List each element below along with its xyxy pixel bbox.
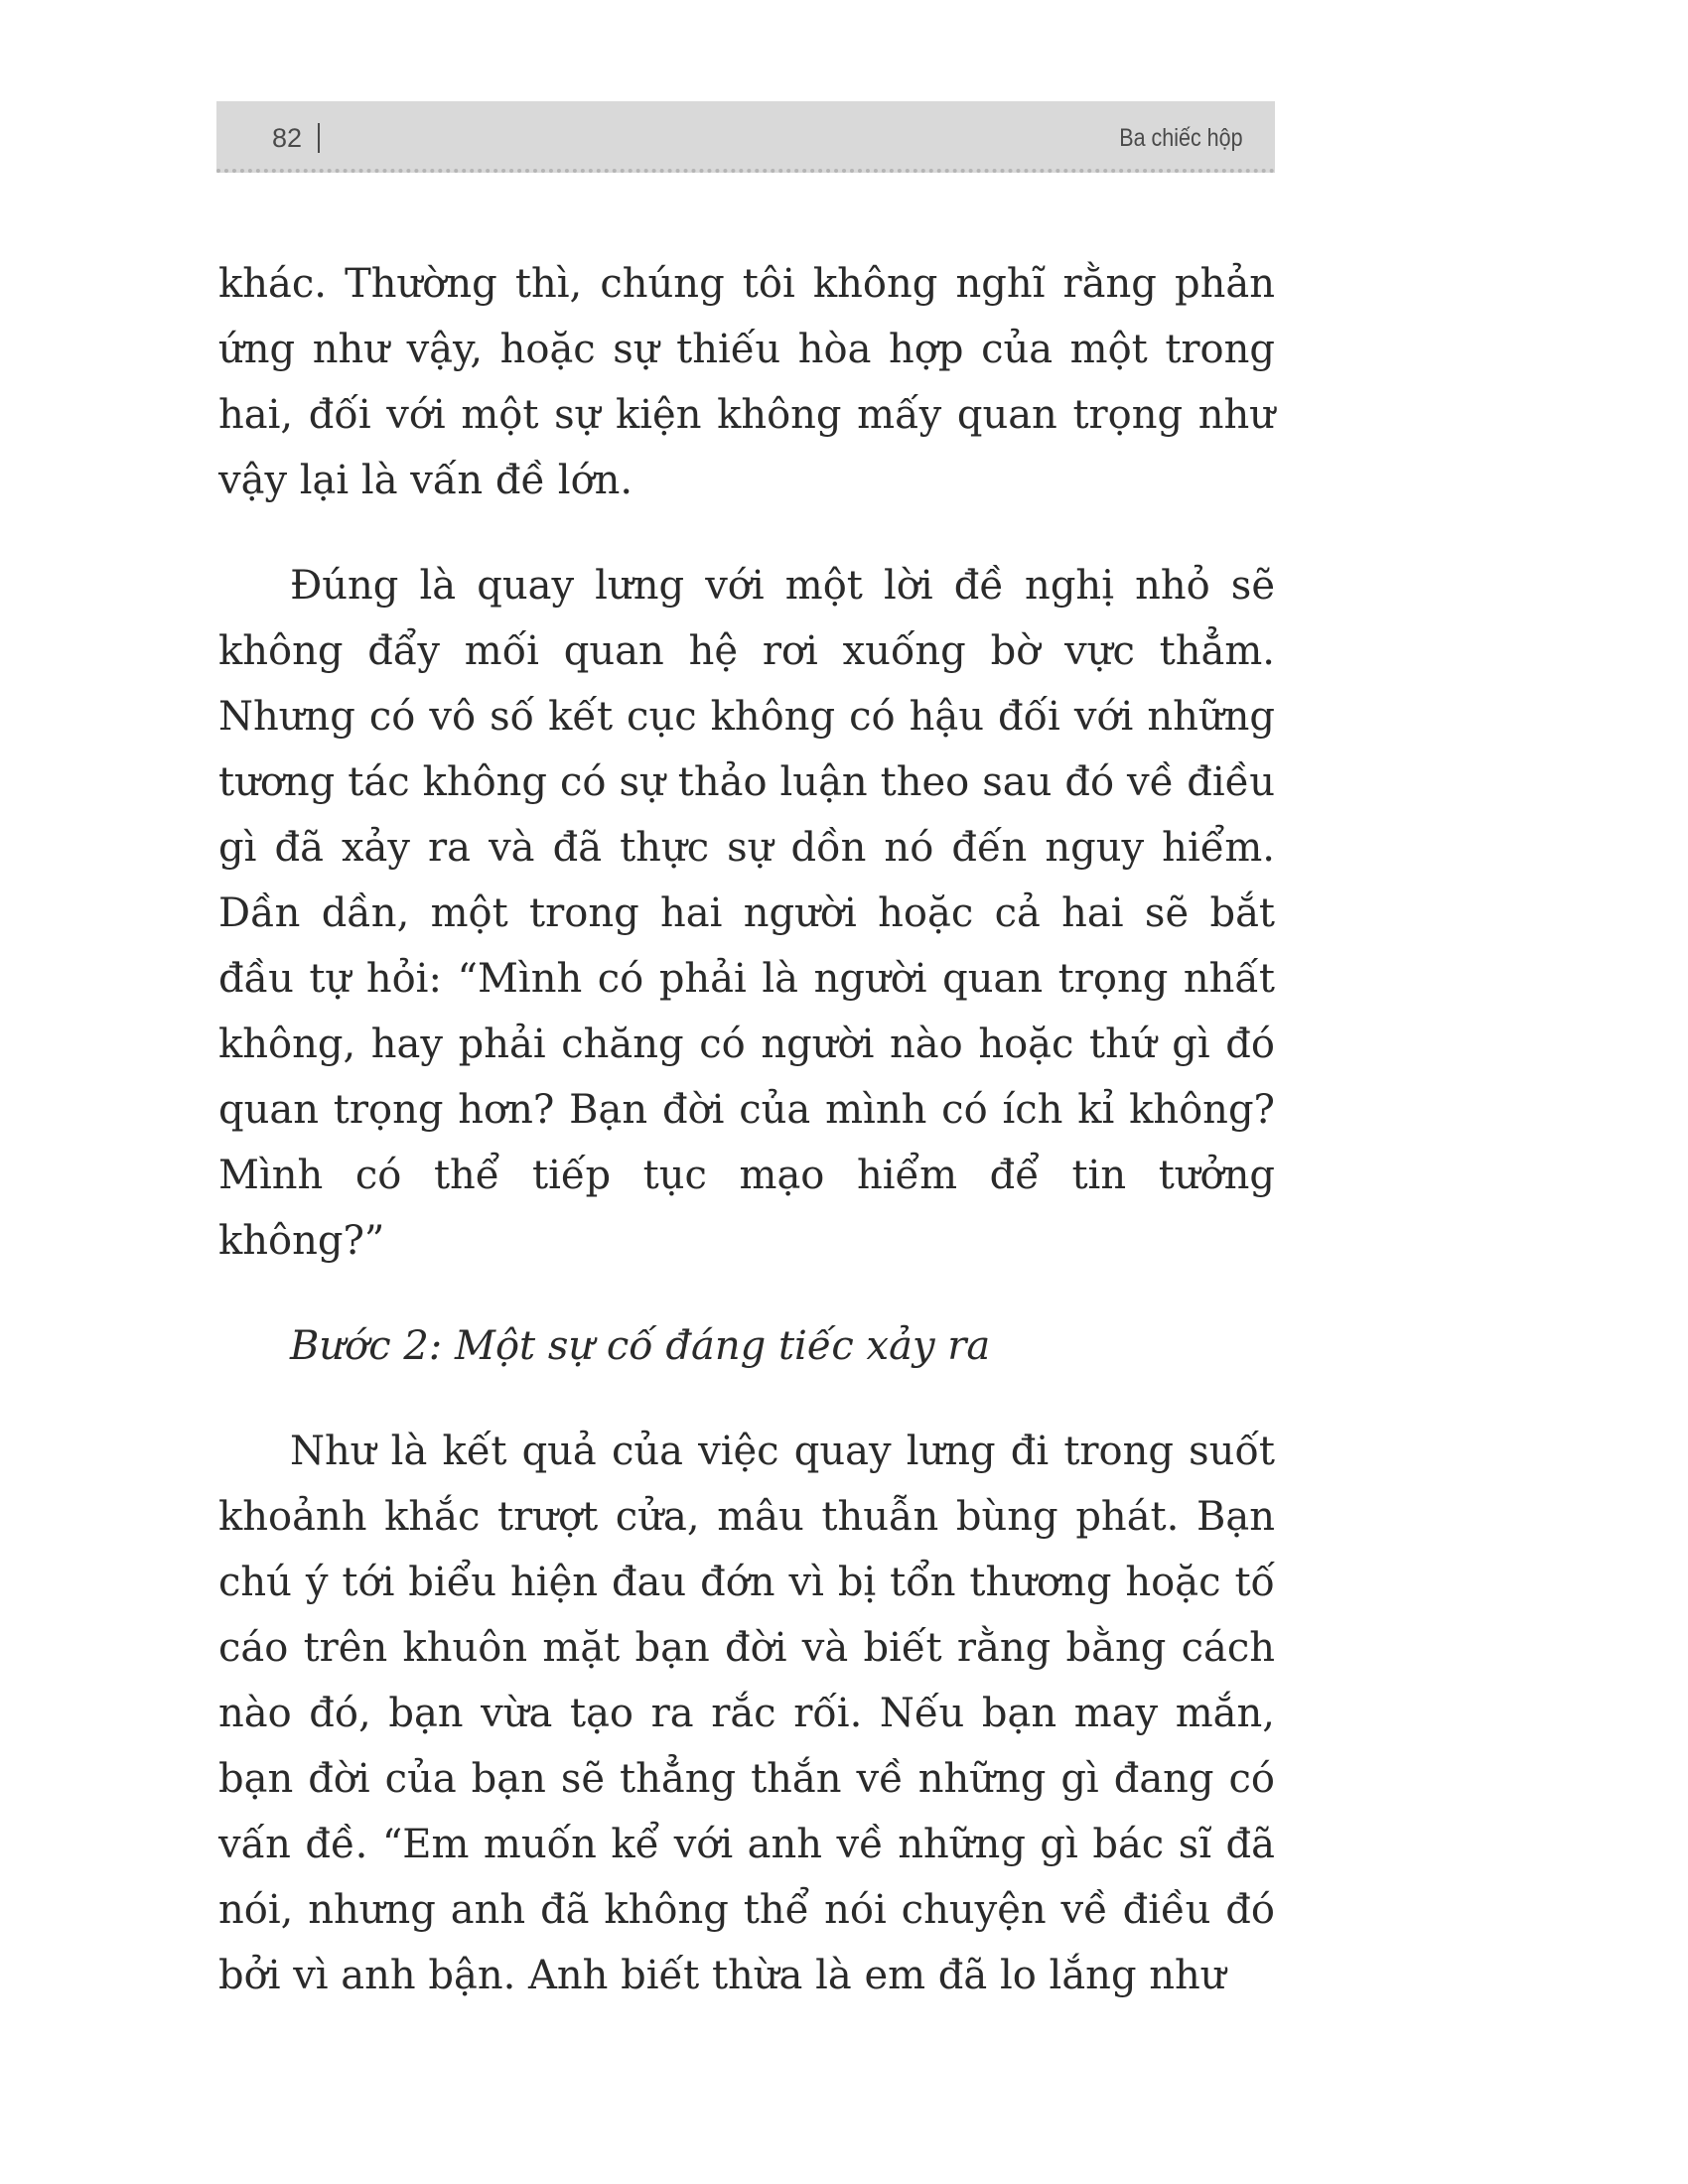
paragraph: Như là kết quả của việc quay lưng đi trong suốt khoảnh khắc trượt cửa, mâu thuẫn bùng phát. Bạn chú ý tới biểu hiện đau đớn vì bị tổn thương hoặc tố cáo trên khuôn mặt bạn đời và biết rằng bằng cách nào đó, bạn vừa tạo ra rắc rối. Nếu bạn may mắn, bạn đời của bạn sẽ thẳng thắn về những gì đang có vấn đề. “Em muốn kể với anh về những gì bác sĩ đã nói, nhưng anh đã không thể nói chuyện về điều đó bởi vì anh bận. Anh biết thừa là em đã lo lắng như — [218, 1429, 1275, 1998]
body-text — [218, 251, 1275, 2048]
header-divider — [318, 123, 320, 153]
page-number: 82 — [272, 123, 303, 153]
running-header — [216, 101, 1275, 173]
paragraph: Đúng là quay lưng với một lời đề nghị nhỏ sẽ không đẩy mối quan hệ rơi xuống bờ vực thẳm. Nhưng có vô số kết cục không có hậu đối với những tương tác không có sự thảo luận theo sau đó về điều gì đã xảy ra và đã thực sự dồn nó đến nguy hiểm. Dần dần, một trong hai người hoặc cả hai sẽ bắt đầu tự hỏi: “Mình có phải là người quan trọng nhất không, hay phải chăng có người nào hoặc thứ gì đó quan trọng hơn? Bạn đời của mình có ích kỉ không? Mình có thể tiếp tục mạo hiểm để tin tưởng không?” — [218, 563, 1275, 1264]
chapter-title: Ba chiếc hộp — [1119, 124, 1243, 152]
paragraph-continued: khác. Thường thì, chúng tôi không nghĩ rằng phản ứng như vậy, hoặc sự thiếu hòa hợp của một trong hai, đối với một sự kiện không mấy quan trọng như vậy lại là vấn đề lớn. — [218, 261, 1275, 503]
step-heading: Bước 2: Một sự cố đáng tiếc xảy ra — [290, 1323, 991, 1369]
